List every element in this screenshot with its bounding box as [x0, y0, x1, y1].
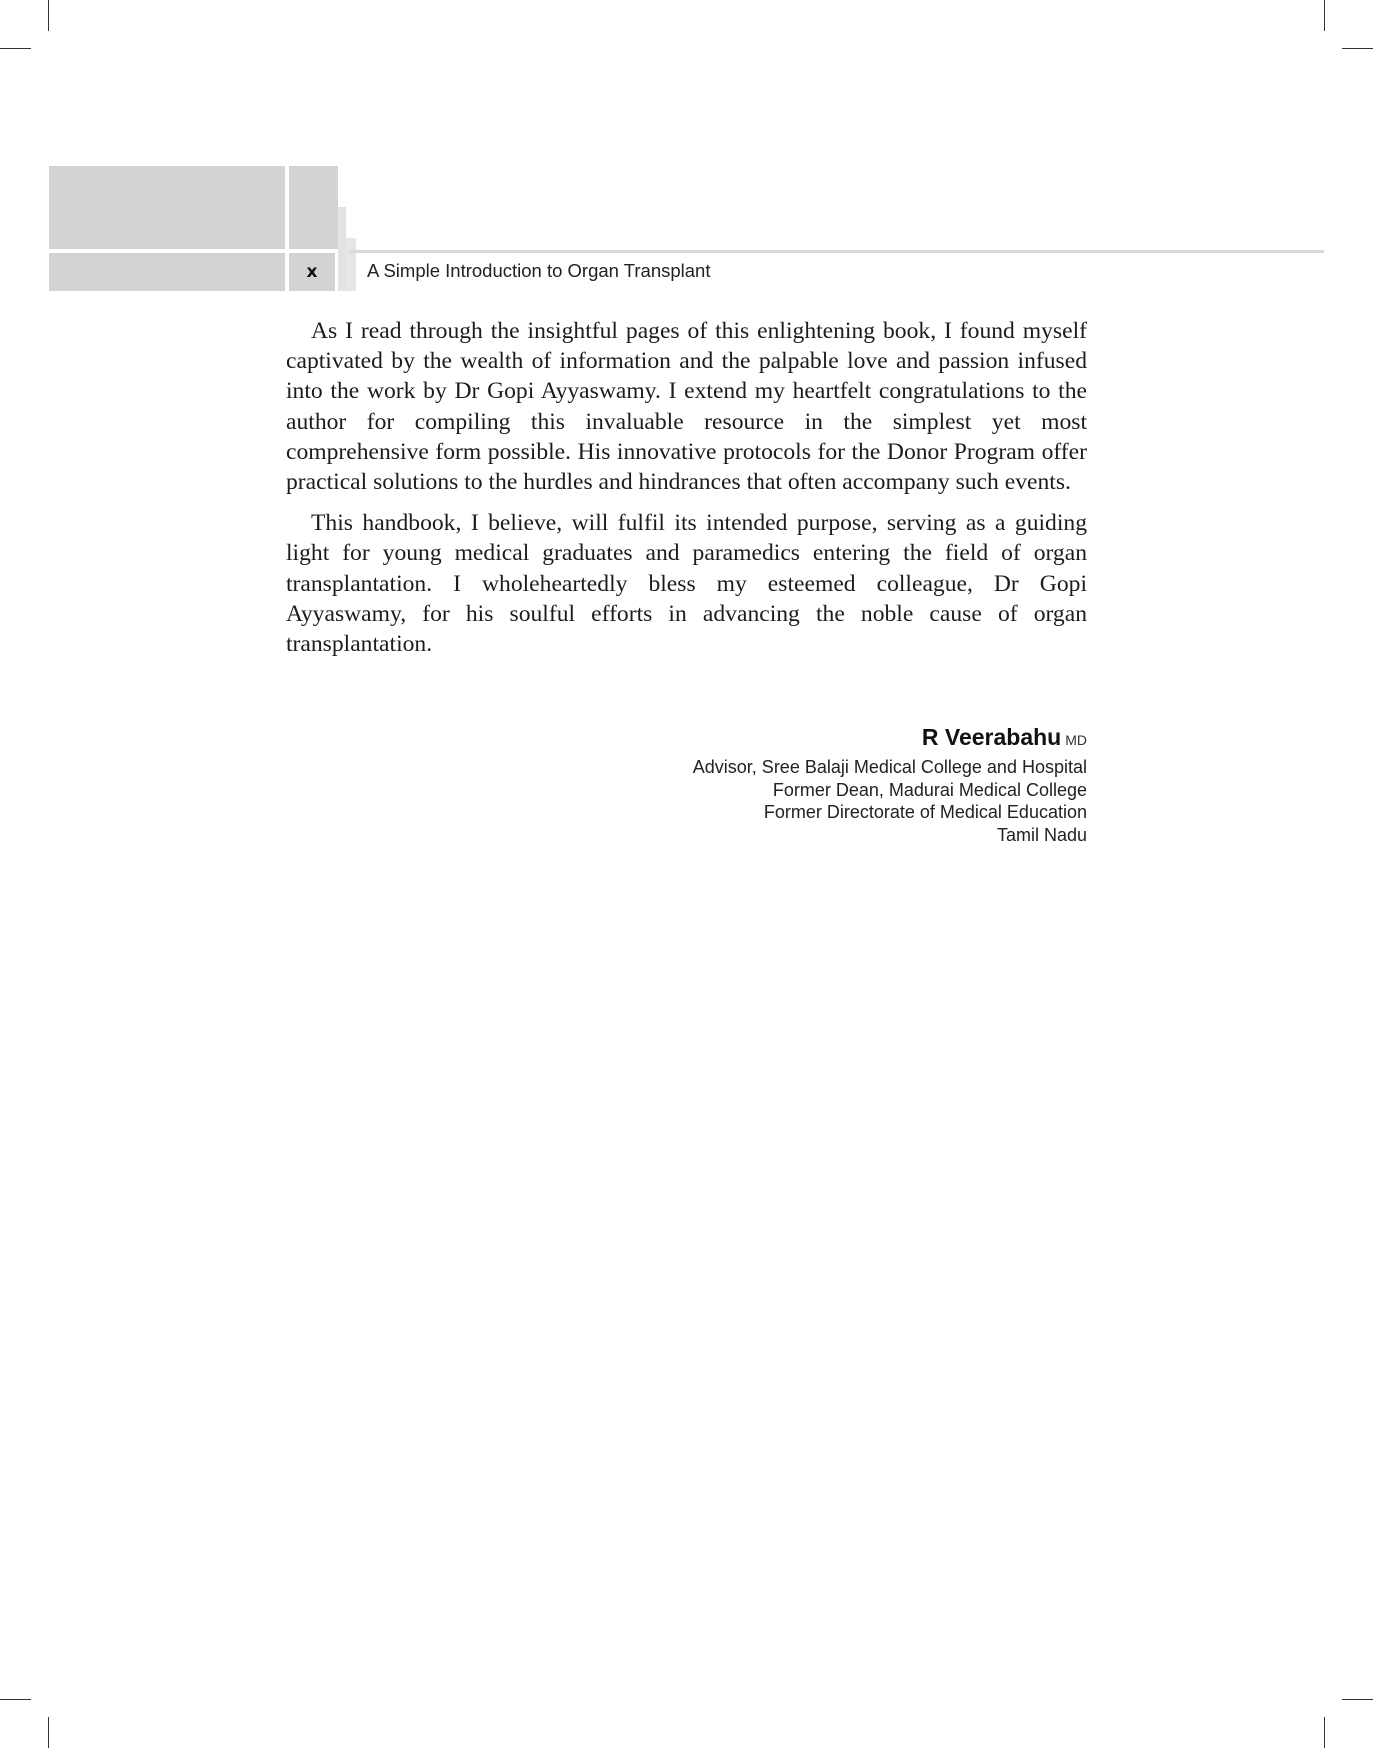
header-decor-block-small [289, 166, 338, 249]
signature-block [560, 724, 1087, 846]
body-paragraph-1: As I read through the insightful pages of this enlightening book, I found myself captivated by the wealth of information and the palpable love and passion infused into the work by Dr Gopi Ayyaswamy. I extend my heartfelt congratulations to the author for compiling this invaluable resource in the simplest yet most comprehensive form possible. His innovative protocols for the Donor Program offer practical solutions to the hurdles and hindrances that often accompany such events. [286, 318, 1087, 496]
crop-mark-bottom-right-vertical [1324, 1717, 1325, 1748]
header-decor-strip-short [346, 238, 356, 291]
crop-mark-top-left-horizontal [0, 48, 31, 49]
crop-mark-bottom-left-horizontal [0, 1699, 31, 1700]
page-number: x [289, 253, 335, 291]
crop-mark-top-right-vertical [1324, 0, 1325, 31]
header-decor-bar-bottom [49, 253, 285, 291]
crop-mark-top-left-vertical [48, 0, 49, 31]
signature-degree: MD [1065, 732, 1087, 748]
header-rule [349, 250, 1324, 253]
crop-mark-bottom-right-horizontal [1342, 1699, 1373, 1700]
signature-title-advisor: Advisor, Sree Balaji Medical College and Hospital [692, 757, 1087, 777]
crop-mark-bottom-left-vertical [48, 1717, 49, 1748]
signature-title-former-dean: Former Dean, Madurai Medical College [772, 779, 1087, 800]
running-title: A Simple Introduction to Organ Transplant [367, 260, 711, 281]
signature-title-former-directorate: Former Directorate of Medical Education [763, 802, 1087, 822]
foreword-body [286, 316, 1087, 670]
signature-name: R Veerabahu [921, 724, 1062, 750]
header-decor-block-large [49, 166, 285, 249]
crop-mark-top-right-horizontal [1342, 48, 1373, 49]
body-paragraph-2: This handbook, I believe, will fulfil its intended purpose, serving as a guiding light for young medical graduates and paramedics entering the field of organ transplantation. I wholeheartedly bless my esteemed colleague, Dr Gopi Ayyaswamy, for his soulful efforts in advancing the noble cause of organ transplantation. [286, 510, 1087, 658]
header-decor-strip-tall [338, 207, 346, 291]
signature-name-line [560, 724, 1087, 751]
signature-location: Tamil Nadu [996, 824, 1087, 845]
